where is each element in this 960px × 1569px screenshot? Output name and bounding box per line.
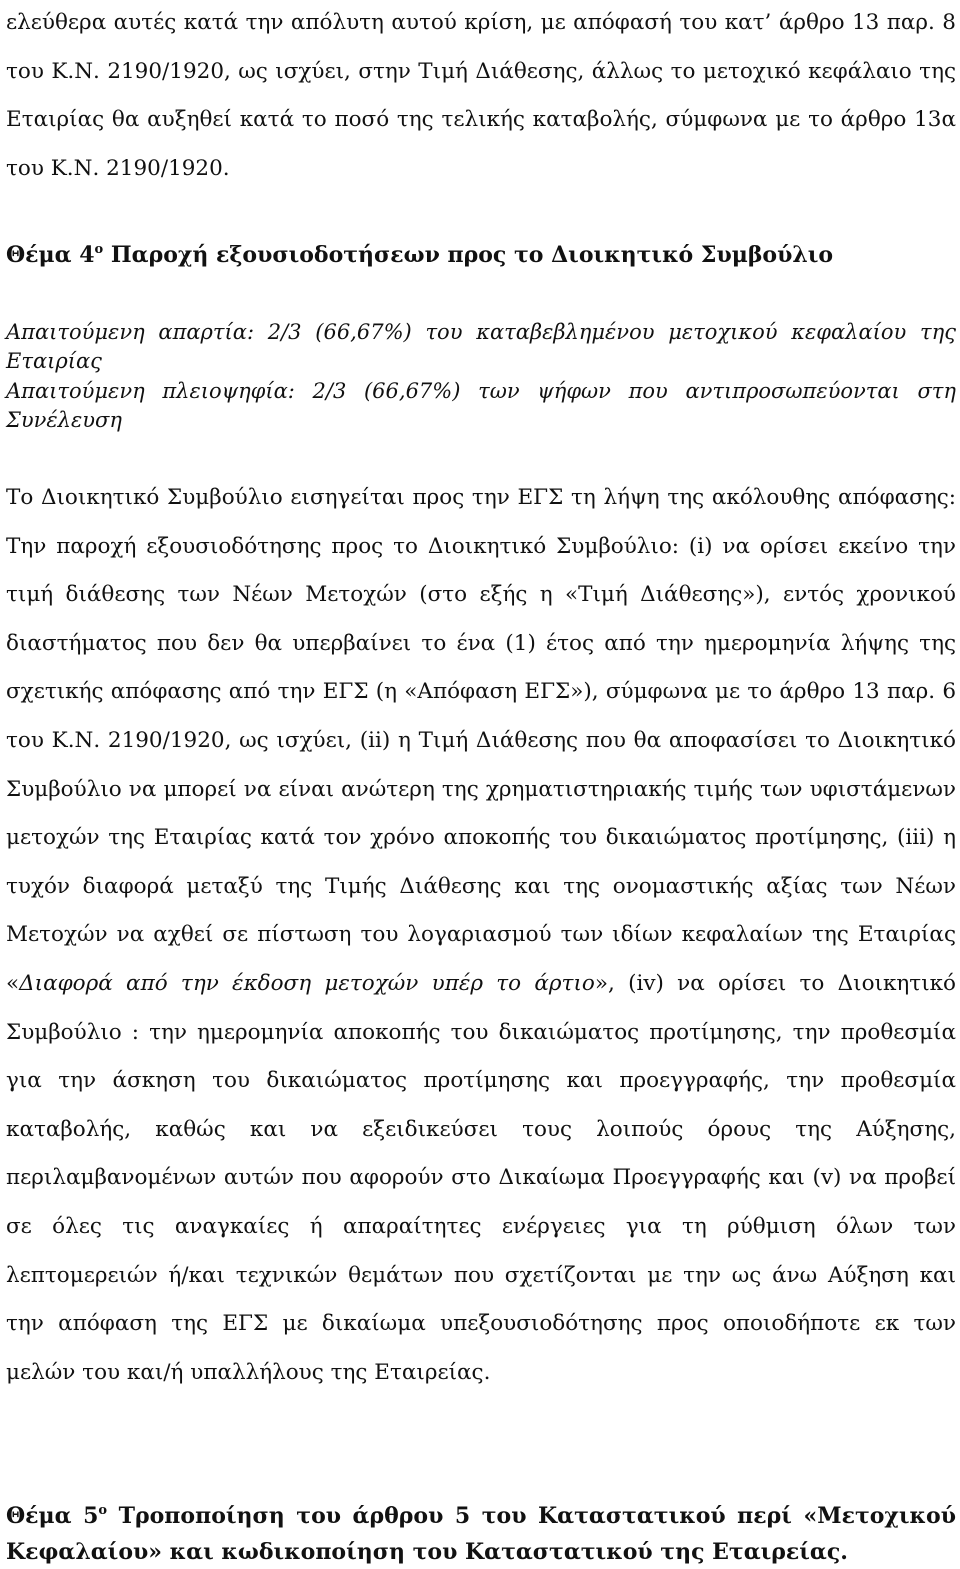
- item-5-heading: [6, 1500, 956, 1569]
- item-4-ordinal: ο: [94, 242, 104, 257]
- item-4-body-italic: Διαφορά από την έκδοση μετοχών υπέρ το άρτιο: [19, 970, 595, 996]
- item-5-ordinal: ο: [98, 1503, 108, 1518]
- item-4-heading: [6, 240, 956, 274]
- item-4-prefix: Θέμα 4: [6, 242, 95, 268]
- item-4-quorum: Απαιτούμενη απαρτία: 2/3 (66,67%) του καταβεβλημένου μετοχικού κεφαλαίου της Εταιρίας: [6, 320, 956, 373]
- item-4-title: Παροχή εξουσιοδοτήσεων προς το Διοικητικό Συμβούλιο: [103, 242, 834, 268]
- item-4-body: [6, 474, 956, 1397]
- intro-paragraph: ελεύθερα αυτές κατά την απόλυτη αυτού κρίση, με απόφασή του κατ’ άρθρο 13 παρ. 8 του Κ.Ν. 2190/1920, ως ισχύει, στην Τιμή Διάθεσης, άλλως το μετοχικό κεφάλαιο της Εταιρίας θα αυξηθεί κατά το ποσό της τελικής καταβολής, σύμφωνα με το άρθρο 13α του Κ.Ν. 2190/1920.: [6, 10, 956, 181]
- item-5-prefix: Θέμα 5: [6, 1503, 99, 1529]
- item-4-body-part-1: Το Διοικητικό Συμβούλιο εισηγείται προς την ΕΓΣ τη λήψη της ακόλουθης απόφασης: Την παροχή εξουσιοδότησης προς το Διοικητικό Συμβούλιο: (i) να ορίσει εκείνο την τιμή διάθεσης των Νέων Μετοχών (στο εξής η «Τιμή Διάθεσης»), εντός χρονικού διαστήματος που δεν θα υπερβαίνει το ένα (1) έτος από την ημερομηνία λήψης της σχετικής απόφασης από την ΕΓΣ (η «Απόφαση ΕΓΣ»), σύμφωνα με το άρθρο 13 παρ. 6 του Κ.Ν. 2190/1920, ως ισχύει, (ii) η Τιμή Διάθεσης που θα αποφασίσει το Διοικητικό Συμβούλιο να μπορεί να είναι ανώτερη της χρηματιστηριακής τιμής των υφιστάμενων μετοχών της Εταιρίας κατά τον χρόνο αποκοπής του δικαιώματος προτίμησης, (iii) η τυχόν διαφορά μεταξύ της Τιμής Διάθεσης και της ονομαστικής αξίας των Νέων Μετοχών να αχθεί σε πίστωση του λογαριασμού των ιδίων κεφαλαίων της Εταιρίας «: [6, 485, 956, 996]
- item-4-body-part-2: », (iv) να ορίσει το Διοικητικό Συμβούλιο : την ημερομηνία αποκοπής του δικαιώματος προτίμησης, την προθεσμία για την άσκηση του δικαιώματος προτίμησης και προεγγραφής, την προθεσμία καταβολής, καθώς και να εξειδικεύσει τους λοιπούς όρους της Αύξησης, περιλαμβανομένων αυτών που αφορούν στο Δικαίωμα Προεγγραφής και (v) να προβεί σε όλες τις αναγκαίες ή απαραίτητες ενέργειες για τη ρύθμιση όλων των λεπτομερειών ή/και τεχνικών θεμάτων που σχετίζονται με την ως άνω Αύξηση και την απόφαση της ΕΓΣ με δικαίωμα υπεξουσιοδότησης προς οποιοδήποτε εκ των μελών του και/ή υπαλλήλους της Εταιρείας.: [6, 970, 957, 1385]
- item-5-title: Τροποποίηση του άρθρου 5 του Καταστατικού περί «Μετοχικού Κεφαλαίου» και κωδικοποίηση του Καταστατικού της Εταιρείας.: [6, 1503, 956, 1565]
- item-4-majority: Απαιτούμενη πλειοψηφία: 2/3 (66,67%) των ψήφων που αντιπροσωπεύονται στη Συνέλευση: [6, 379, 956, 432]
